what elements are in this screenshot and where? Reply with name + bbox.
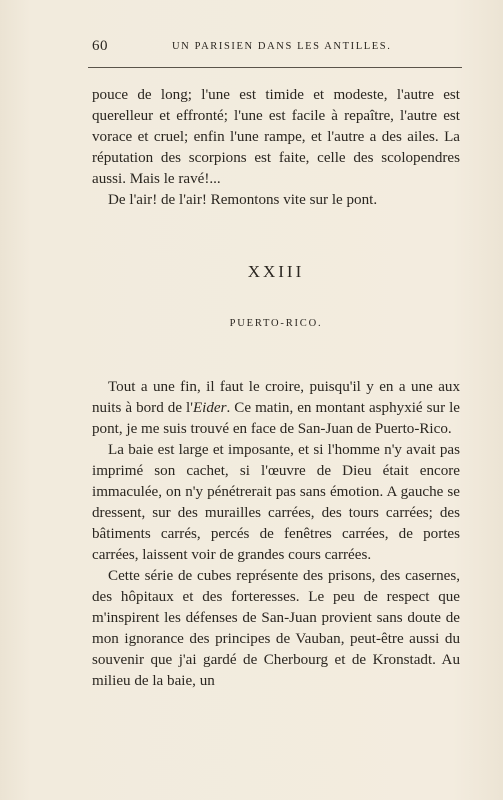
running-title: UN PARISIEN DANS LES ANTILLES. — [172, 41, 392, 52]
paragraph-exclamation: De l'air! de l'air! Remontons vite sur le pont. — [108, 192, 378, 208]
page-number: 60 — [92, 38, 108, 54]
chapter-title: PUERTO-RICO. — [229, 318, 323, 329]
paragraph-bay: La baie est large et imposante, et si l'homme n'y avait pas imprimé son cachet, si l'œuvre de Dieu était encore immaculée, on n'y pénétrerait pas sans émotion. A gauche se dressent, sur des murailles carrées, des tours carrées; des bâtiments carrés, percés de fenêtres carrées, de portes carrées, laissent voir de grandes cours carrées. — [92, 442, 460, 563]
chapter-number: XXIII — [247, 262, 305, 281]
paragraph-arrival-end: . Ce matin, en montant asphyxié sur le pont, je me suis trouvé en face de San-Juan de Puerto-Rico. — [92, 400, 460, 437]
ship-name: Eider — [192, 400, 227, 416]
paragraph-arrival — [92, 377, 460, 440]
paragraph-continued: pouce de long; l'une est timide et modeste, l'autre est querelleur et effronté; l'une est facile à repaître, l'autre est vorace et cruel; enfin l'une rampe, et l'autre a des ailes. La réputation des scorpions est faite, celle des scolopendres aussi. Mais le ravé!... — [92, 87, 460, 187]
paragraph-cubes: Cette série de cubes représente des prisons, des casernes, des hôpitaux et des forteresses. Le peu de respect que m'inspirent les défenses de San-Juan provient sans doute de mon ignorance des principes de Vauban, peut-être aussi du souvenir que j'ai gardé de Cherbourg et de Kronstadt. Au milieu de la baie, un — [92, 568, 460, 689]
chapter-body — [92, 377, 460, 692]
running-header — [88, 38, 458, 58]
paragraph-arrival-start: Tout a une fin, il faut le croire, puisqu'il y en a une aux nuits à bord de l' — [92, 379, 460, 416]
header-rule — [88, 67, 462, 68]
continued-text — [92, 85, 460, 211]
